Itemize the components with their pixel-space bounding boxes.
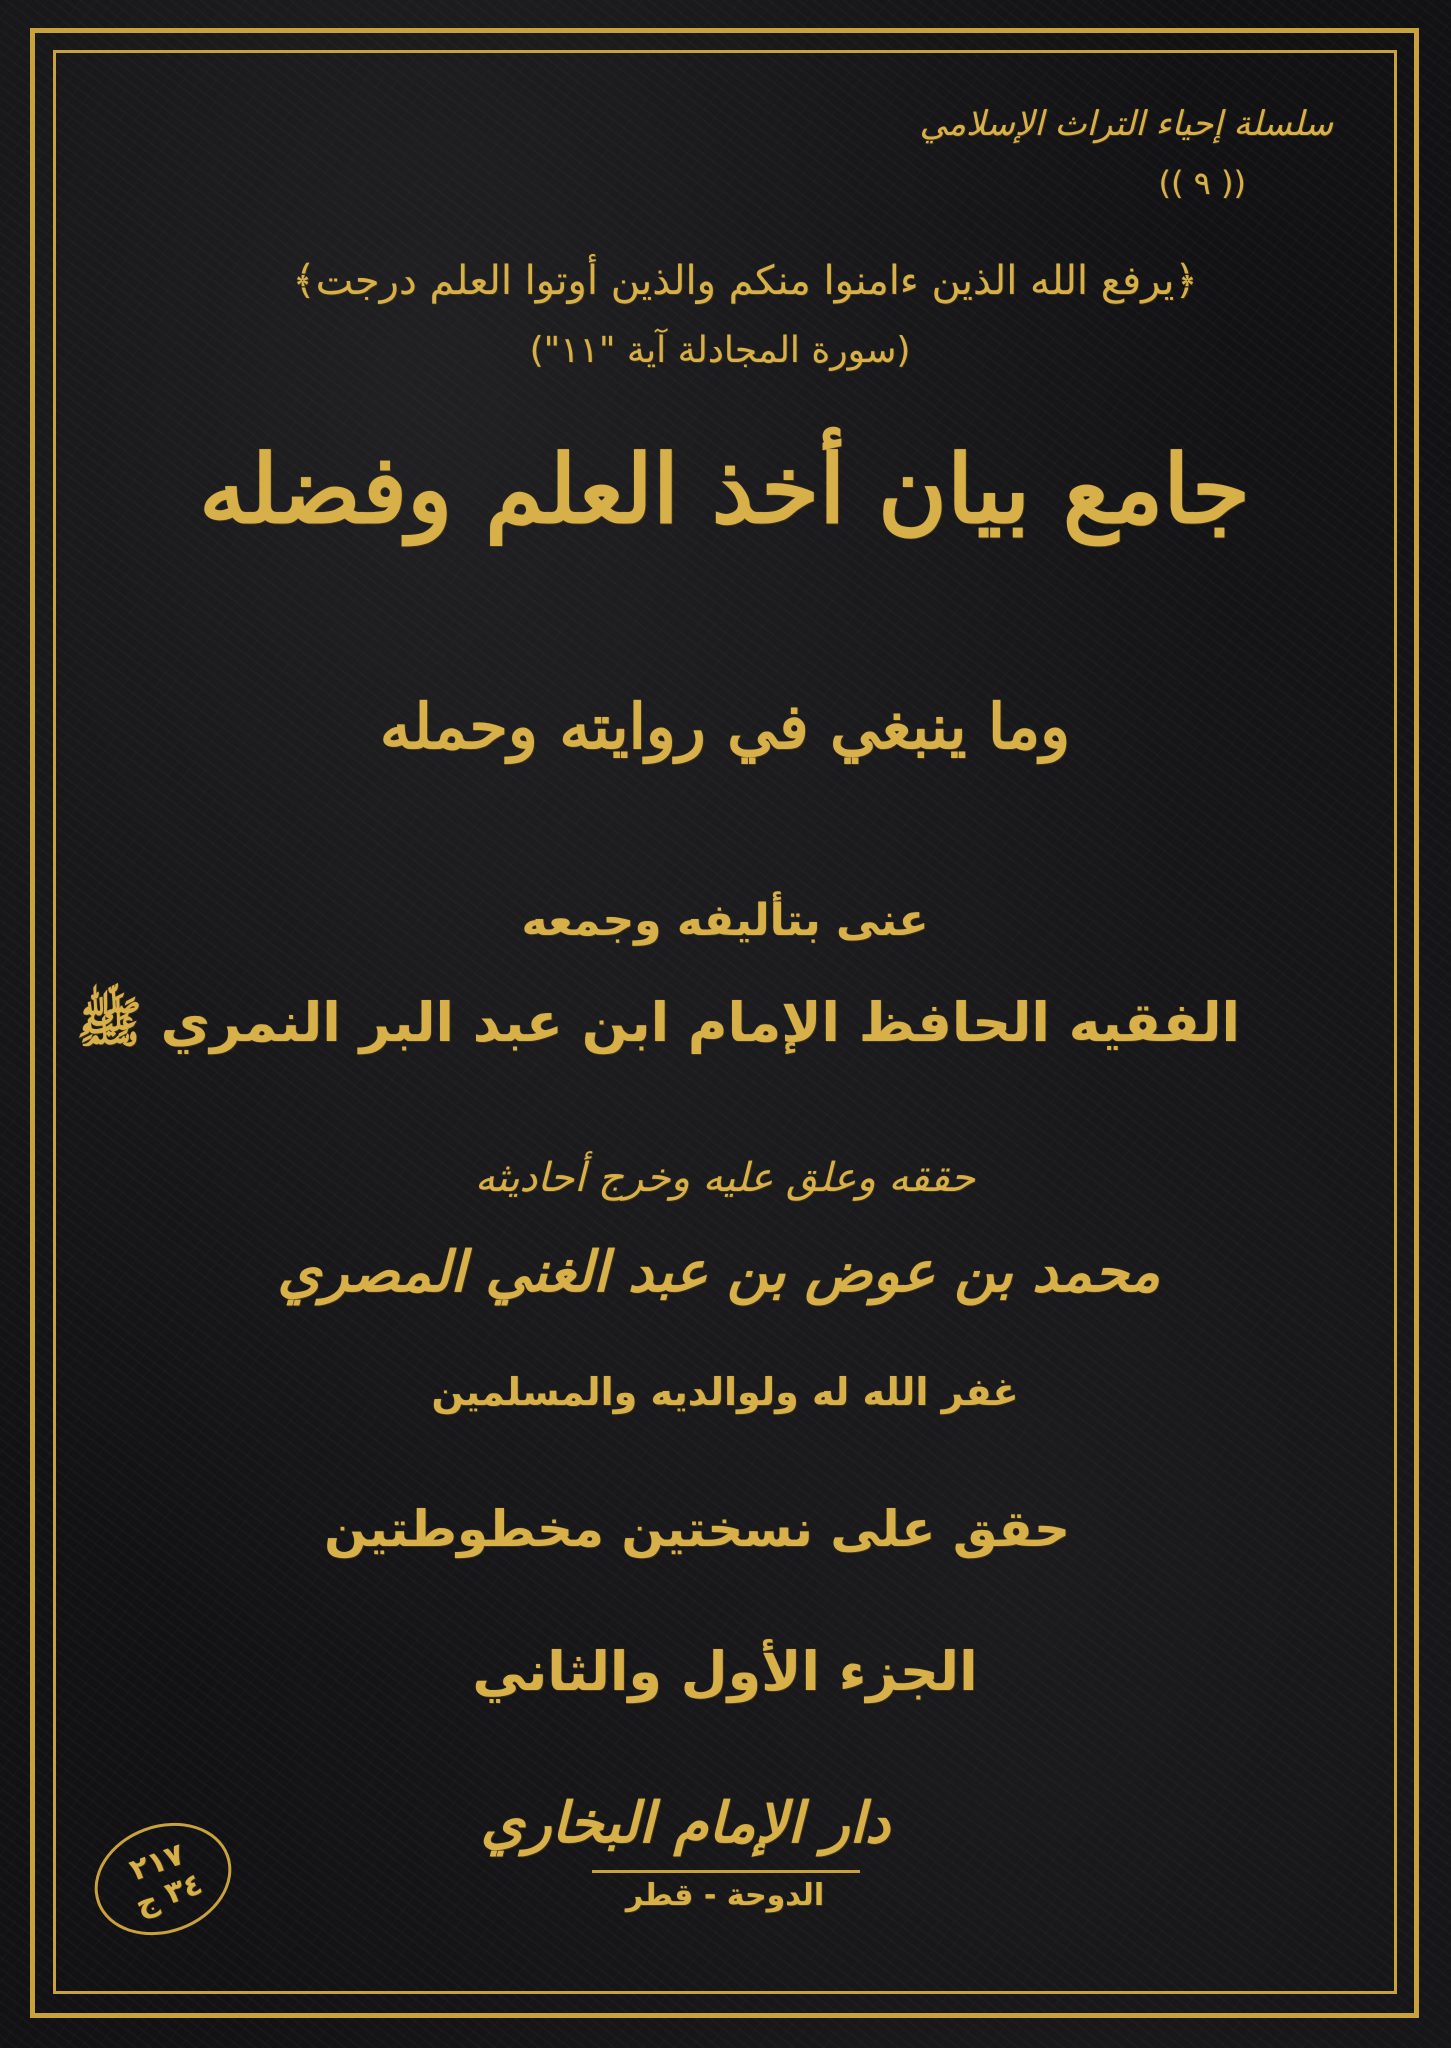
volume-label: الجزء الأول والثاني <box>472 1640 978 1703</box>
stamp-line-2: ٣٤ ج <box>130 1866 207 1923</box>
manuscripts-note: حقق على نسختين مخطوطتين <box>324 1500 1070 1558</box>
series-title: سلسلة إحياء التراث الإسلامي <box>919 104 1333 144</box>
series-number: (( ٩ )) <box>1158 164 1246 202</box>
book-title: جامع بيان أخذ العلم وفضله <box>199 435 1250 545</box>
compiled-by-label: عنى بتأليفه وجمعه <box>521 895 929 946</box>
verified-by-label: حققه وعلق عليه وخرج أحاديثه <box>474 1155 976 1201</box>
book-subtitle: وما ينبغي في روايته وحمله <box>379 690 1071 763</box>
surah-reference: (سورة المجادلة آية "١١") <box>529 330 911 371</box>
publisher-divider <box>592 1870 860 1873</box>
prayer-line: غفر الله له ولوالديه والمسلمين <box>431 1370 1019 1414</box>
publisher-city: الدوحة - قطر <box>625 1878 825 1913</box>
editor-name: محمد بن عوض بن عبد الغني المصري <box>277 1240 1160 1305</box>
author-name: الفقيه الحافظ الإمام ابن عبد البر النمري ﷺ <box>76 991 1240 1054</box>
publisher-name: دار الإمام البخاري <box>480 1790 890 1856</box>
stamp-line-1: ٢١٧ <box>125 1836 189 1889</box>
quran-verse: ﴿يرفع الله الذين ءامنوا منكم والذين أوتوا العلم درجت﴾ <box>292 258 1198 304</box>
